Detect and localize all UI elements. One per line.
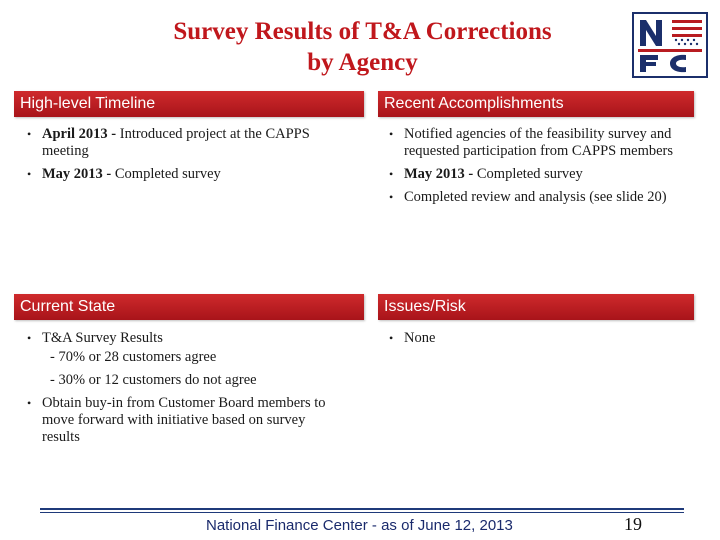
title-line-2: by Agency <box>307 49 418 76</box>
item-lead: April 2013 - <box>42 126 117 142</box>
list-item <box>27 330 327 389</box>
bullet-icon: • <box>389 331 394 345</box>
timeline-list <box>27 126 322 189</box>
item-text: T&A Survey Results <box>42 330 163 346</box>
item-lead: May 2013 - <box>42 166 112 182</box>
sub-item: - 70% or 28 customers agree <box>50 349 217 365</box>
list-item <box>389 126 689 160</box>
footer-rule <box>40 508 684 510</box>
sub-list <box>42 349 327 389</box>
bullet-icon: • <box>389 167 394 181</box>
accomplishments-list <box>389 126 689 212</box>
issues-list <box>389 330 669 353</box>
list-item <box>27 395 327 446</box>
page-number: 19 <box>624 514 642 534</box>
bullet-icon: • <box>389 127 394 141</box>
bullet-icon: • <box>27 167 32 181</box>
list-item <box>27 126 322 160</box>
bullet-icon: • <box>27 331 32 345</box>
list-item <box>389 166 689 183</box>
section-header-issues: Issues/Risk <box>378 294 694 320</box>
current-state-list <box>27 330 327 452</box>
section-header-timeline: High-level Timeline <box>14 91 364 117</box>
footer-text: National Finance Center - as of June 12, 2013 <box>206 517 513 534</box>
footer-rule-thin <box>40 512 684 513</box>
nfc-logo <box>632 12 708 78</box>
bullet-icon: • <box>27 127 32 141</box>
sub-item: - 30% or 12 customers do not agree <box>50 372 257 388</box>
section-header-accomplishments: Recent Accomplishments <box>378 91 694 117</box>
item-text: Introduced project at the CAPPS meeting <box>42 126 310 159</box>
item-lead: May 2013 - <box>404 166 474 182</box>
list-item <box>27 166 322 183</box>
item-text: None <box>404 330 436 346</box>
list-item <box>389 330 669 347</box>
item-text: Completed survey <box>473 166 583 182</box>
item-text: Completed survey <box>111 166 221 182</box>
section-header-current-state: Current State <box>14 294 364 320</box>
item-text: Completed review and analysis (see slide 20) <box>404 189 667 205</box>
item-text: Notified agencies of the feasibility survey and requested participation from CAPPS members <box>404 126 674 159</box>
bullet-icon: • <box>389 190 394 204</box>
bullet-icon: • <box>27 396 32 410</box>
list-item <box>389 189 689 206</box>
item-text: Obtain buy-in from Customer Board members to move forward with initiative based on survey results <box>42 395 326 445</box>
slide-title <box>90 16 635 78</box>
title-line-1: Survey Results of T&A Corrections <box>173 18 552 45</box>
